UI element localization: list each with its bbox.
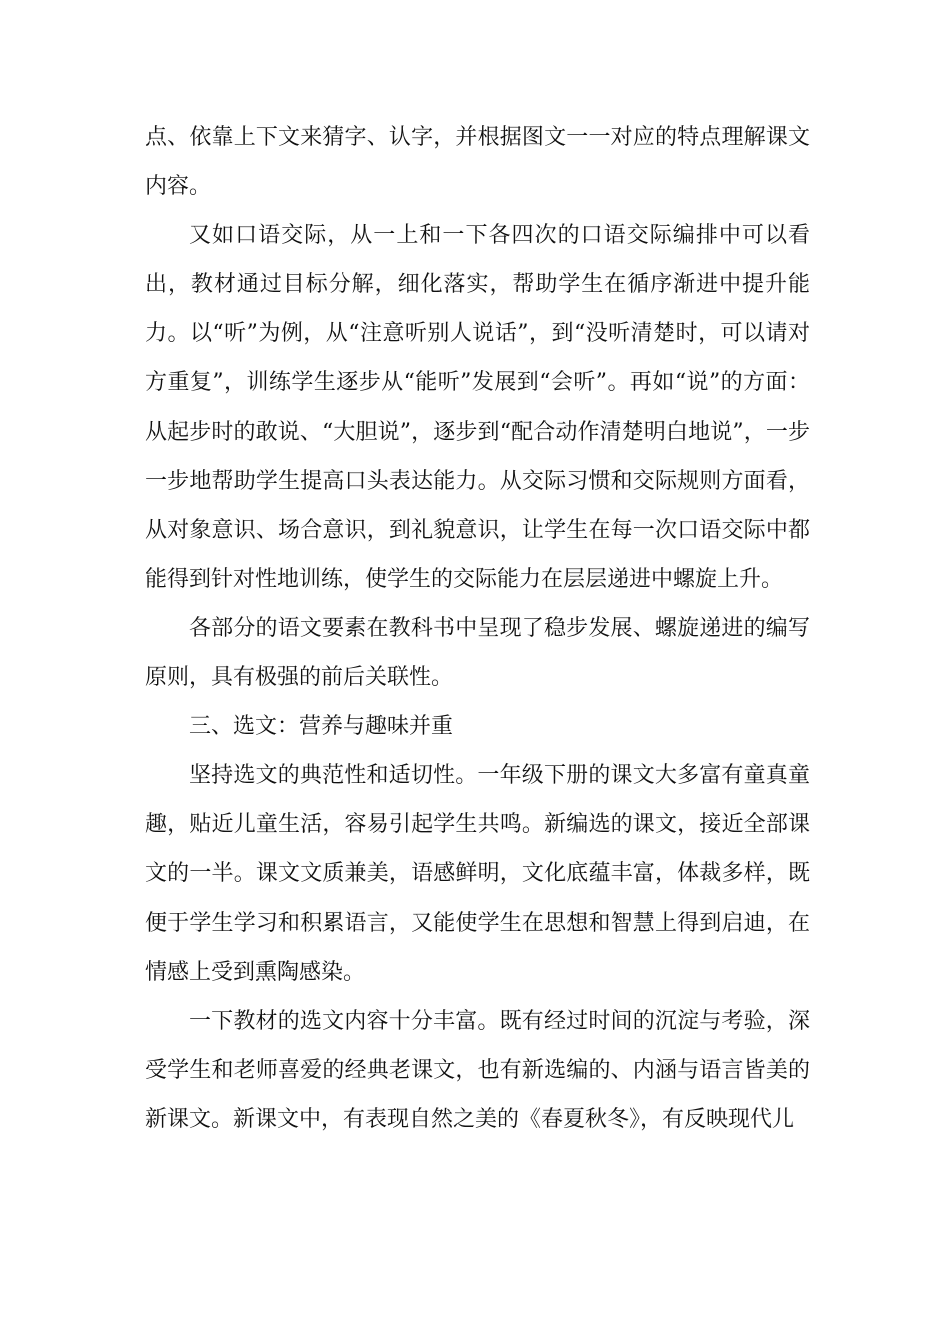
paragraph-text-selection: 坚持选文的典范性和适切性。一年级下册的课文大多富有童真童趣，贴近儿童生活，容易引起学生共鸣。新编选的课文，接近全部课文的一半。课文文质兼美，语感鲜明，文化底蕴丰富，体裁多样，既便于学生学习和积累语言，又能使学生在思想和智慧上得到启迪，在情感上受到熏陶感染。 (145, 763, 810, 985)
paragraph-oral-communication: 又如口语交际，从一上和一下各四次的口语交际编排中可以看出，教材通过目标分解，细化落实，帮助学生在循序渐进中提升能力。以“听”为例，从“注意听别人说话”，到“没听清楚时，可以请对方重复”，训练学生逐步从“能听”发展到“会听”。再如“说”的方面：从起步时的敢说、“大胆说”，逐步到“配合动作清楚明白地说”，一步一步地帮助学生提高口头表达能力。从交际习惯和交际规则方面看，从对象意识、场合意识，到礼貌意识，让学生在每一次口语交际中都能得到针对性地训练，使学生的交际能力在层层递进中螺旋上升。 (145, 223, 810, 592)
document-body (145, 113, 810, 1144)
paragraph-language-elements: 各部分的语文要素在教科书中呈现了稳步发展、螺旋递进的编写原则，具有极强的前后关联性。 (145, 615, 810, 691)
paragraph-textbook-content: 一下教材的选文内容十分丰富。既有经过时间的沉淀与考验，深受学生和老师喜爱的经典老课文，也有新选编的、内涵与语言皆美的新课文。新课文中，有表现自然之美的《春夏秋冬》，有反映现代儿 (145, 1008, 810, 1132)
paragraph-continuation: 点、依靠上下文来猜字、认字，并根据图文一一对应的特点理解课文内容。 (145, 125, 810, 200)
section-heading: 三、选文：营养与趣味并重 (189, 714, 454, 740)
